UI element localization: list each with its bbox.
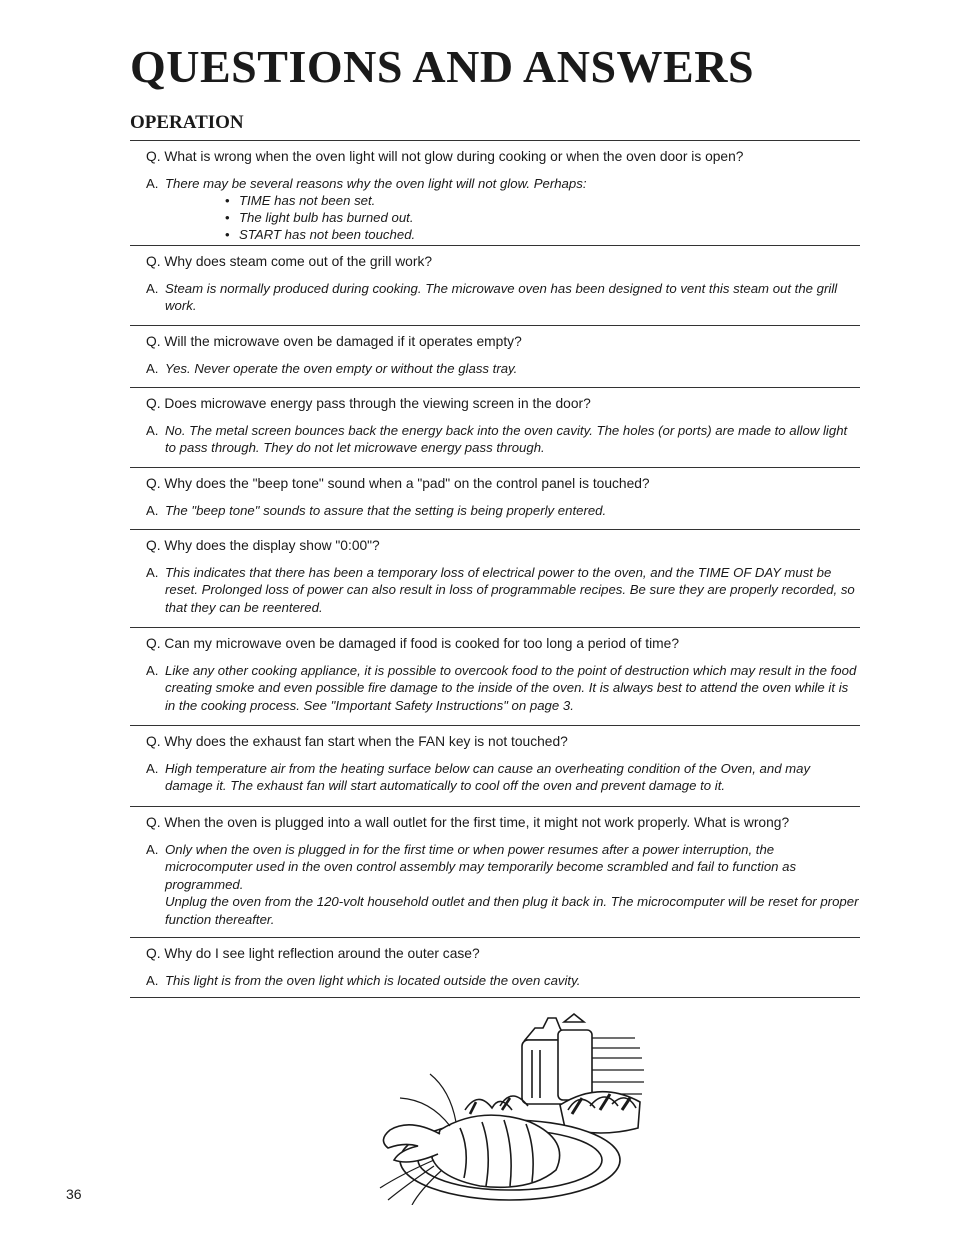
question: Q. What is wrong when the oven light will not glow during cooking or when the oven door is open?: [146, 149, 744, 164]
question: Q. Does microwave energy pass through the viewing screen in the door?: [146, 396, 591, 411]
answer: [146, 502, 860, 519]
answer: [146, 175, 860, 243]
answer-prefix: A.: [146, 361, 159, 376]
question: Q. Can my microwave oven be damaged if food is cooked for too long a period of time?: [146, 636, 679, 651]
question: Q. Will the microwave oven be damaged if it operates empty?: [146, 334, 522, 349]
qa-item: [130, 725, 860, 806]
answer: [146, 662, 860, 714]
answer-prefix: A.: [146, 663, 159, 678]
answer-bullets: [225, 192, 860, 243]
bullet-item: • The light bulb has burned out.: [225, 209, 860, 226]
answer-text: Like any other cooking appliance, it is possible to overcook food to the point of destruction which may result in the food creating smoke and even possible fire damage to the inside of the oven. It is always best to attend the oven while it is in the cooking process. See "Important Safety Instructions" on page 3.: [165, 663, 857, 713]
answer-prefix: A.: [146, 281, 159, 296]
qa-item: [130, 529, 860, 627]
qa-item: [130, 325, 860, 387]
question: Q. Why do I see light reflection around the outer case?: [146, 946, 480, 961]
answer: [146, 760, 860, 795]
question: Q. Why does the exhaust fan start when the FAN key is not touched?: [146, 734, 568, 749]
answer-text: This indicates that there has been a temporary loss of electrical power to the oven, and the TIME OF DAY must be reset. Prolonged loss of power can also result in loss of programmable recipes. Be sure they are properly recorded, so that they can be reentered.: [165, 565, 855, 615]
qa-item: [130, 937, 860, 998]
answer-text: The "beep tone" sounds to assure that the setting is being properly entered.: [165, 503, 607, 518]
qa-item: [130, 806, 860, 937]
question: Q. Why does the display show "0:00"?: [146, 538, 380, 553]
answer: [146, 422, 860, 457]
section-heading: OPERATION: [130, 112, 244, 133]
qa-item: [130, 387, 860, 467]
answer: [146, 972, 860, 989]
answer: [146, 841, 860, 928]
qa-item: [130, 140, 860, 245]
page-title: QUESTIONS AND ANSWERS: [130, 41, 755, 92]
answer-prefix: A.: [146, 503, 159, 518]
answer: [146, 564, 860, 616]
bullet-item: • START has not been touched.: [225, 226, 860, 243]
answer-prefix: A.: [146, 761, 159, 776]
answer-text: High temperature air from the heating surface below can cause an overheating condition of the Oven, and may damage it. The exhaust fan will start automatically to cool off the oven and prevent damage to it.: [165, 761, 811, 794]
answer-text: This light is from the oven light which is located outside the oven cavity.: [165, 973, 581, 988]
qa-item: [130, 245, 860, 325]
answer: [146, 280, 860, 315]
answer-prefix: A.: [146, 973, 159, 988]
qa-item: [130, 627, 860, 725]
answer-prefix: A.: [146, 565, 159, 580]
answer: [146, 360, 860, 377]
bullet-item: • TIME has not been set.: [225, 192, 860, 209]
qa-item: [130, 467, 860, 529]
lobster-dinner-illustration: [360, 1010, 650, 1205]
question: Q. When the oven is plugged into a wall outlet for the first time, it might not work properly. What is wrong?: [146, 815, 790, 830]
qa-list: [130, 140, 860, 998]
answer-text: Yes. Never operate the oven empty or without the glass tray.: [165, 361, 518, 376]
answer-text: Steam is normally produced during cooking. The microwave oven has been designed to vent this steam out the grill work.: [165, 281, 838, 314]
page-number: 36: [66, 1186, 82, 1202]
answer-text-continued: Unplug the oven from the 120-volt household outlet and then plug it back in. The microcomputer will be reset for proper function thereafter.: [165, 894, 859, 927]
answer-prefix: A.: [146, 176, 159, 191]
answer-text: There may be several reasons why the oven light will not glow. Perhaps:: [165, 176, 587, 191]
answer-prefix: A.: [146, 423, 159, 438]
question: Q. Why does the "beep tone" sound when a "pad" on the control panel is touched?: [146, 476, 650, 491]
answer-prefix: A.: [146, 842, 159, 857]
answer-text: No. The metal screen bounces back the energy back into the oven cavity. The holes (or ports) are made to allow light to pass through. They do not let microwave energy pass through.: [165, 423, 848, 456]
answer-text: Only when the oven is plugged in for the first time or when power resumes after a power interruption, the microcomputer used in the oven control assembly may temporarily become scrambled and fail to function as programmed.: [165, 842, 797, 892]
question: Q. Why does steam come out of the grill work?: [146, 254, 433, 269]
